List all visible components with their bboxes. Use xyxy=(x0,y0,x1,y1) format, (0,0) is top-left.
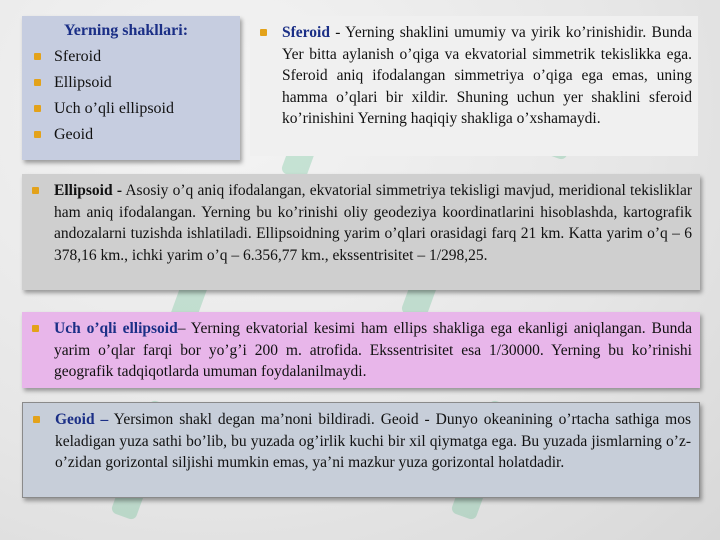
bullet-icon xyxy=(32,187,39,194)
list-item-ellipsoid xyxy=(32,70,230,96)
sferoid-paragraph xyxy=(282,22,692,130)
list-item-label: Uch o’qli ellipsoid xyxy=(54,100,174,117)
sferoid-text: - Yerning shaklini umumiy va yirik ko’rinishidir. Bunda Yer bitta aylanish o’qiga va ekvatorial simmetrik tekislikka ega. Sferoid aniq ifodalangan simmetriya o’qiga ega emas, uning hamma o’qlari bir xildir. Shuning uchun yer shaklini sferoid ko’rinishini Yerning haqiqiy shakliga o’xshamaydi. xyxy=(282,24,692,127)
sferoid-section xyxy=(250,16,698,156)
earth-shapes-list xyxy=(22,16,240,160)
list-item-sferoid xyxy=(32,44,230,70)
bullet-icon xyxy=(34,53,41,60)
uch-oqli-ellipsoid-section xyxy=(22,312,700,388)
geoid-section xyxy=(22,402,700,498)
bullet-icon xyxy=(34,79,41,86)
uch-oqli-ellipsoid-paragraph xyxy=(54,318,692,383)
ellipsoid-paragraph xyxy=(54,180,692,266)
sferoid-term: Sferoid xyxy=(282,24,330,41)
earth-shapes-title: Yerning shakllari: xyxy=(64,22,189,39)
bullet-icon xyxy=(32,325,39,332)
bullet-icon xyxy=(34,131,41,138)
ellipsoid-section xyxy=(22,174,700,290)
geoid-term: Geoid – xyxy=(55,411,109,428)
bullet-icon xyxy=(34,105,41,112)
geoid-text: Yersimon shakl degan ma’noni bildiradi. Geoid - Dunyo okeanining o’rtacha sathiga mos keladigan yuza sathi bo’lib, bu yuzada og’irlik kuchi bir xil qiymatga ega. Bu yuzada jismlarning o’z-o’zidan gorizontal siljishi mumkin emas, ya’ni mazkur yuza gorizontal holatdadir. xyxy=(55,411,691,471)
ellipsoid-term: Ellipsoid - xyxy=(54,182,122,199)
bullet-icon xyxy=(260,29,267,36)
uch-oqli-ellipsoid-term: Uch o’qli ellipsoid xyxy=(54,320,178,337)
list-item-geoid xyxy=(32,122,230,148)
list-item-label: Geoid xyxy=(54,126,94,143)
list-item-label: Sferoid xyxy=(54,48,102,65)
geoid-paragraph xyxy=(55,409,691,474)
list-item-uch-oqli-ellipsoid xyxy=(32,96,230,122)
uch-oqli-ellipsoid-text: – Yerning ekvatorial kesimi ham ellips shakliga ega ekanligi aniqlangan. Bunda yarim o’qlar farqi bor yo’g’i 200 m. atrofida. Ekssentrisitet esa 1/30000. Yerning bu ko’rinishi geografik tadqiqotlarda umuman foydalanilmaydi. xyxy=(54,320,693,380)
list-item-label: Ellipsoid xyxy=(54,74,112,91)
bullet-icon xyxy=(33,416,40,423)
ellipsoid-text: Asosiy o’q aniq ifodalangan, ekvatorial simmetriya tekisligi mavjud, meridional tekisliklar ham aniq ifodalangan. Yerning bu ko’rinishi oliy geodeziya koordinatlarini hisoblashda, kartografik andozalarni tuzishda ishlatiladi. Ellipsoidning yarim o’qlari orasidagi farq 21 km. Katta yarim o’q – 6 378,16 km., ichki yarim o’q – 6.356,77 km., ekssentrisitet – 1/298,25. xyxy=(54,182,692,264)
